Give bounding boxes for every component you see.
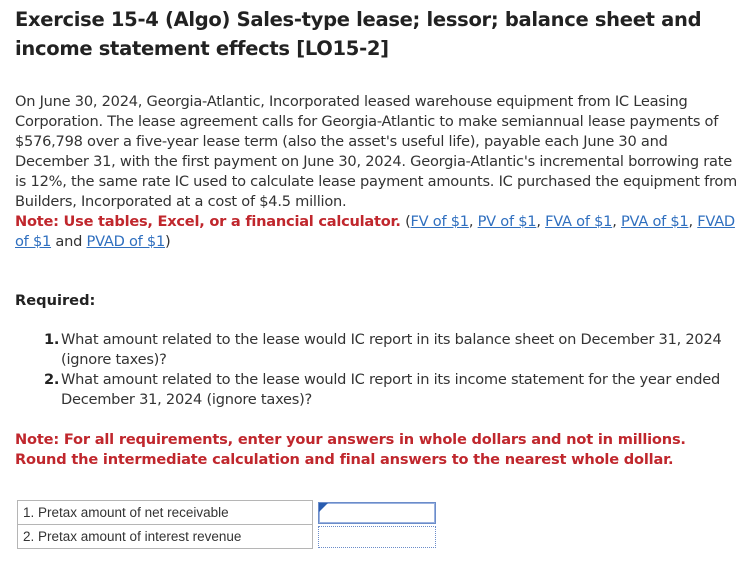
- separator: ,: [536, 213, 546, 230]
- exercise-title: Exercise 15-4 (Algo) Sales-type lease; lessor; balance sheet and income statement effects [LO15-2]: [15, 8, 702, 60]
- answer-cell: [318, 501, 438, 525]
- link-pvad-of-1[interactable]: PVAD of $1: [86, 233, 166, 250]
- separator: ,: [468, 213, 478, 230]
- requirement-text: What amount related to the lease would IC report in its income statement for the year ended December 31, 2024 (ignore taxes)?: [61, 371, 720, 408]
- interest-revenue-input-box: [318, 526, 436, 548]
- separator: ,: [612, 213, 621, 230]
- requirement-number: 2.: [44, 371, 60, 388]
- requirement-number: 1.: [44, 331, 60, 348]
- link-fv-of-1[interactable]: FV of $1: [410, 213, 469, 230]
- problem-statement: [15, 92, 740, 252]
- paren-open: (: [400, 213, 411, 230]
- tables-note: Note: Use tables, Excel, or a financial calculator.: [15, 213, 401, 230]
- net-receivable-input-box: [318, 502, 436, 524]
- requirements-list: [15, 330, 737, 410]
- answer-label-interest-revenue: 2. Pretax amount of interest revenue: [18, 525, 313, 549]
- table-row: [18, 501, 438, 525]
- requirement-item: [44, 370, 737, 410]
- link-pv-of-1[interactable]: PV of $1: [477, 213, 537, 230]
- net-receivable-input[interactable]: [319, 503, 435, 523]
- link-fva-of-1[interactable]: FVA of $1: [545, 213, 613, 230]
- separator: ,: [688, 213, 698, 230]
- requirement-item: [44, 330, 737, 370]
- requirement-text: What amount related to the lease would IC report in its balance sheet on December 31, 2024 (ignore taxes)?: [61, 331, 722, 368]
- answer-note: Note: For all requirements, enter your answers in whole dollars and not in millions. Round the intermediate calculation and final answers to the nearest whole dollar.: [15, 431, 686, 468]
- paren-close: ): [165, 233, 171, 250]
- interest-revenue-input[interactable]: [319, 527, 435, 547]
- separator-and: and: [51, 233, 87, 250]
- required-heading: Required:: [15, 292, 96, 309]
- answer-label-net-receivable: 1. Pretax amount of net receivable: [18, 501, 313, 525]
- answer-cell: [318, 525, 438, 549]
- table-row: [18, 525, 438, 549]
- flag-icon: [319, 503, 328, 512]
- link-pva-of-1[interactable]: PVA of $1: [620, 213, 689, 230]
- answer-table: [17, 500, 438, 549]
- problem-text: On June 30, 2024, Georgia-Atlantic, Incorporated leased warehouse equipment from IC Leasing Corporation. The lease agreement calls for Georgia-Atlantic to make semiannual lease payments of $576,798 over a five-year lease term (also the asset's useful life), payable each June 30 and December 31, with the first payment on June 30, 2024. Georgia-Atlantic's incremental borrowing rate is 12%, the same rate IC used to calculate lease payment amounts. IC purchased the equipment from Builders, Incorporated at a cost of $4.5 million.: [15, 93, 738, 210]
- link-fvad-of-1[interactable]: FVAD of $1: [15, 213, 735, 250]
